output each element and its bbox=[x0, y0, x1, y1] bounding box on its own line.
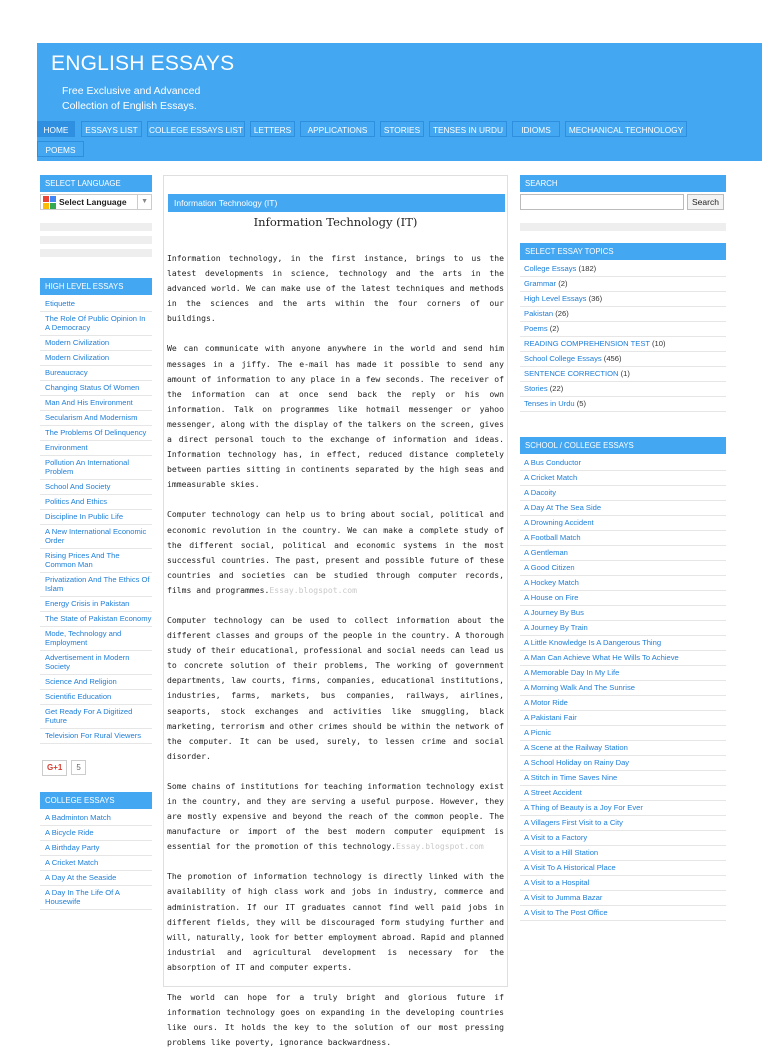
list-item[interactable]: A Bicycle Ride bbox=[40, 826, 152, 841]
high-level-essays-list bbox=[40, 297, 152, 744]
list-item[interactable]: Privatization And The Ethics Of Islam bbox=[40, 573, 152, 597]
site-description-line1: Free Exclusive and Advanced bbox=[62, 85, 201, 97]
list-item[interactable]: A Street Accident bbox=[520, 786, 726, 801]
nav-idioms[interactable]: IDIOMS bbox=[512, 121, 560, 137]
post-paragraph: Computer technology can be used to collect information about the different classes and groups of the people in the country. A thorough study of their educational, professional and social needs can lead us to concrete solution of their problems, The working of government departments, law courts, firms, companies, educational institutions, industries, farms, markets, bus companies, railways, airlines, seaports, stock exchanges and activities like smuggling, black marketing, terrorism and other crimes should be within the network of the computer. It can be used, surely, to lessen crime and social disorder. bbox=[167, 614, 504, 761]
list-item[interactable]: A Football Match bbox=[520, 531, 726, 546]
list-item[interactable]: A Birthday Party bbox=[40, 841, 152, 856]
nav-poems[interactable]: POEMS bbox=[37, 141, 84, 157]
list-item[interactable]: Man And His Environment bbox=[40, 396, 152, 411]
nav-applications[interactable]: APPLICATIONS bbox=[300, 121, 375, 137]
school-college-essays-list bbox=[520, 456, 726, 921]
select-language-heading: SELECT LANGUAGE bbox=[40, 175, 152, 192]
list-item[interactable]: Get Ready For A Digitized Future bbox=[40, 705, 152, 729]
site-header bbox=[37, 43, 762, 161]
list-item[interactable]: A Man Can Achieve What He Wills To Achieve bbox=[520, 651, 726, 666]
language-select[interactable] bbox=[40, 194, 152, 210]
list-item[interactable]: Mode, Technology and Employment bbox=[40, 627, 152, 651]
essay-topics-list bbox=[520, 262, 726, 412]
list-item[interactable]: Changing Status Of Women bbox=[40, 381, 152, 396]
nav-essays-list[interactable]: ESSAYS LIST bbox=[81, 121, 142, 137]
post-paragraph bbox=[167, 779, 504, 854]
list-item[interactable]: The Problems Of Delinquency bbox=[40, 426, 152, 441]
list-item[interactable]: A Journey By Train bbox=[520, 621, 726, 636]
post-paragraph-text: Computer technology can help us to bring about social, political and economic revolution in the country. We can make a complete study of the different social, political and economic systems in the most successful countries. The past, present and possible future of these countries and societies can be studied through computer records, films and programmes. bbox=[167, 509, 504, 595]
chevron-down-icon: ▼ bbox=[137, 195, 148, 209]
list-item[interactable]: A Good Citizen bbox=[520, 561, 726, 576]
list-item[interactable]: A Gentleman bbox=[520, 546, 726, 561]
list-item[interactable]: A Visit To A Historical Place bbox=[520, 861, 726, 876]
nav-home[interactable]: HOME bbox=[37, 121, 75, 137]
language-select-label: Select Language bbox=[59, 197, 127, 207]
list-item[interactable]: A Visit to a Hospital bbox=[520, 876, 726, 891]
post-paragraph: The promotion of information technology is directly linked with the availability of high class work and jobs in industry, commerce and administration. If our IT graduates cannot find well paid jobs in different fields, they will be discouraged form studying further and will, naturally, look for better employment abroad. Rapid and planned industrial and agricultural development is necessary for the absorption of IT and computer experts. bbox=[167, 871, 504, 972]
list-item[interactable]: A Badminton Match bbox=[40, 811, 152, 826]
list-item[interactable]: Advertisement in Modern Society bbox=[40, 651, 152, 675]
topic-label: Pakistan bbox=[524, 309, 554, 318]
school-college-essays-heading: SCHOOL / COLLEGE ESSAYS bbox=[520, 437, 726, 454]
topic-count: (22) bbox=[549, 384, 564, 393]
topic-label: Tenses in Urdu bbox=[524, 399, 575, 408]
site-description bbox=[62, 84, 200, 114]
list-item[interactable]: A Pakistani Fair bbox=[520, 711, 726, 726]
list-item[interactable]: The State of Pakistan Economy bbox=[40, 612, 152, 627]
topic-label: Poems bbox=[524, 324, 548, 333]
list-item[interactable]: A Hockey Match bbox=[520, 576, 726, 591]
topic-label: High Level Essays bbox=[524, 294, 587, 303]
post-paragraph-text: Some chains of institutions for teaching information technology exist in the country, and they are serving a useful purpose. However, they are mostly expensive and beyond the reach of the common people. The manufacture or import of the best modern computer equipment is essential for the promotion of this technology. bbox=[167, 780, 504, 852]
topic-item[interactable] bbox=[520, 367, 726, 382]
topic-item[interactable] bbox=[520, 292, 726, 307]
post-title: Information Technology (IT) bbox=[253, 215, 418, 229]
list-item[interactable]: Discipline In Public Life bbox=[40, 510, 152, 525]
nav-mechanical-technology[interactable]: MECHANICAL TECHNOLOGY bbox=[565, 121, 687, 137]
post-paragraph: Information technology, in the first instance, brings to us the latest developments in science, technology and the arts in the advanced world. We can make use of the latest techniques and methods in the sciences and the arts within the four corners of our buildings. bbox=[167, 253, 504, 324]
watermark: Essay.blogspot.com bbox=[396, 841, 484, 852]
list-item[interactable]: A Memorable Day In My Life bbox=[520, 666, 726, 681]
divider-bar bbox=[40, 223, 152, 231]
list-item[interactable]: A Little Knowledge Is A Dangerous Thing bbox=[520, 636, 726, 651]
list-item[interactable]: A Drowning Accident bbox=[520, 516, 726, 531]
post-container bbox=[163, 175, 508, 1048]
list-item[interactable]: Science And Religion bbox=[40, 675, 152, 690]
nav-stories[interactable]: STORIES bbox=[380, 121, 424, 137]
gplus-button[interactable]: G+1 bbox=[42, 760, 67, 776]
google-logo-icon bbox=[43, 196, 56, 209]
list-item[interactable]: A Day At the Seaside bbox=[40, 871, 152, 886]
nav-college-essays-list[interactable]: COLLEGE ESSAYS LIST bbox=[147, 121, 245, 137]
topic-label: College Essays bbox=[524, 264, 577, 273]
list-item[interactable]: A Picnic bbox=[520, 726, 726, 741]
site-description-line2: Collection of English Essays. bbox=[62, 100, 197, 112]
list-item[interactable]: A Day At The Sea Side bbox=[520, 501, 726, 516]
list-item[interactable]: Secularism And Modernism bbox=[40, 411, 152, 426]
right-sidebar bbox=[520, 175, 726, 921]
search-heading: SEARCH bbox=[520, 175, 726, 192]
list-item[interactable]: A Cricket Match bbox=[40, 856, 152, 871]
left-sidebar bbox=[40, 175, 152, 910]
watermark: Essay.blogspot.com bbox=[269, 584, 358, 595]
topic-count: (5) bbox=[576, 399, 587, 408]
topic-label: School College Essays bbox=[524, 354, 602, 363]
high-level-essays-heading: HIGH LEVEL ESSAYS bbox=[40, 278, 152, 295]
gplus-widget bbox=[40, 759, 152, 776]
list-item[interactable]: Politics And Ethics bbox=[40, 495, 152, 510]
list-item[interactable]: A Thing of Beauty is a Joy For Ever bbox=[520, 801, 726, 816]
topic-item[interactable] bbox=[520, 322, 726, 337]
list-item[interactable]: Modern Civilization bbox=[40, 336, 152, 351]
post-paragraph bbox=[167, 507, 504, 598]
college-essays-list bbox=[40, 811, 152, 910]
list-item[interactable]: Bureaucracy bbox=[40, 366, 152, 381]
college-essays-heading: COLLEGE ESSAYS bbox=[40, 792, 152, 809]
list-item[interactable]: A Visit to a Hill Station bbox=[520, 846, 726, 861]
site-title[interactable]: ENGLISH ESSAYS bbox=[51, 52, 235, 75]
topic-label: Grammar bbox=[524, 279, 557, 288]
topic-count: (26) bbox=[555, 309, 569, 318]
list-item[interactable]: Etiquette bbox=[40, 297, 152, 312]
list-item[interactable]: A Visit to a Factory bbox=[520, 831, 726, 846]
post-paragraph: We can communicate with anyone anywhere in the world and send him messages in a jiffy. The e-mail has made it possible to send any amount of information to any place in a few seconds. The receiver of the information can at once send back the reply or his own information. Talk on programmes like hotmail messenger or yahoo messenger, along with the display of the talkers on the screen, gives a direct personal touch to the exchange of information and ideas. Information technology has, in effect, reduced distance completely between parties sitting in continents separated by the high seas and immeasurable skies. bbox=[167, 343, 504, 490]
topic-count: (36) bbox=[588, 294, 603, 303]
nav-tenses-in-urdu[interactable]: TENSES IN URDU bbox=[429, 121, 507, 137]
list-item[interactable]: A New International Economic Order bbox=[40, 525, 152, 549]
post-header-bar: Information Technology (IT) bbox=[168, 194, 505, 212]
topic-label: SENTENCE CORRECTION bbox=[524, 369, 619, 378]
search-form bbox=[520, 194, 726, 210]
list-item[interactable]: Rising Prices And The Common Man bbox=[40, 549, 152, 573]
essay-topics-heading: SELECT ESSAY TOPICS bbox=[520, 243, 726, 260]
topic-count: (2) bbox=[558, 279, 568, 288]
topic-count: (456) bbox=[603, 354, 622, 363]
topic-count: (2) bbox=[549, 324, 560, 333]
divider-bar bbox=[520, 223, 726, 231]
search-button[interactable]: Search bbox=[687, 194, 724, 210]
post-paragraph: The world can hope for a truly bright and glorious future if information technology goes on expanding in the developing countries like ours. It holds the key to the solution of our most pressing problems like poverty, ignorance backwardness. bbox=[167, 992, 504, 1048]
topic-item[interactable] bbox=[520, 262, 726, 277]
list-item[interactable]: Pollution An International Problem bbox=[40, 456, 152, 480]
list-item[interactable]: A Motor Ride bbox=[520, 696, 726, 711]
list-item[interactable]: A Villagers First Visit to a City bbox=[520, 816, 726, 831]
list-item[interactable]: A Visit to The Post Office bbox=[520, 906, 726, 921]
list-item[interactable]: A Visit to Jumma Bazar bbox=[520, 891, 726, 906]
list-item[interactable]: A School Holiday on Rainy Day bbox=[520, 756, 726, 771]
topic-item[interactable] bbox=[520, 397, 726, 412]
list-item[interactable]: A Day In The Life Of A Housewife bbox=[40, 886, 152, 910]
list-item[interactable]: A Scene at the Railway Station bbox=[520, 741, 726, 756]
nav-letters[interactable]: LETTERS bbox=[250, 121, 295, 137]
topic-item[interactable] bbox=[520, 382, 726, 397]
topic-item[interactable] bbox=[520, 352, 726, 367]
topic-label: READING COMPREHENSION TEST bbox=[524, 339, 650, 348]
list-item[interactable]: Modern Civilization bbox=[40, 351, 152, 366]
list-item[interactable]: Scientific Education bbox=[40, 690, 152, 705]
list-item[interactable]: Energy Crisis in Pakistan bbox=[40, 597, 152, 612]
list-item[interactable]: A House on Fire bbox=[520, 591, 726, 606]
list-item[interactable]: A Morning Walk And The Sunrise bbox=[520, 681, 726, 696]
list-item[interactable]: A Bus Conductor bbox=[520, 456, 726, 471]
search-input[interactable] bbox=[520, 194, 684, 210]
topic-label: Stories bbox=[524, 384, 548, 393]
topic-count: (1) bbox=[620, 369, 630, 378]
gplus-count: 5 bbox=[71, 760, 85, 775]
topic-count: (10) bbox=[652, 339, 666, 348]
divider-bar bbox=[40, 249, 152, 257]
list-item[interactable]: A Journey By Bus bbox=[520, 606, 726, 621]
list-item[interactable]: A Cricket Match bbox=[520, 471, 726, 486]
list-item[interactable]: A Stitch in Time Saves Nine bbox=[520, 771, 726, 786]
topic-item[interactable] bbox=[520, 337, 726, 352]
list-item[interactable]: School And Society bbox=[40, 480, 152, 495]
post-body bbox=[167, 251, 504, 1050]
divider-bar bbox=[40, 236, 152, 244]
topic-item[interactable] bbox=[520, 307, 726, 322]
topic-item[interactable] bbox=[520, 277, 726, 292]
list-item[interactable]: Television For Rural Viewers bbox=[40, 729, 152, 744]
list-item[interactable]: Environment bbox=[40, 441, 152, 456]
list-item[interactable]: The Role Of Public Opinion In A Democracy bbox=[40, 312, 152, 336]
topic-count: (182) bbox=[578, 264, 597, 273]
list-item[interactable]: A Dacoity bbox=[520, 486, 726, 501]
